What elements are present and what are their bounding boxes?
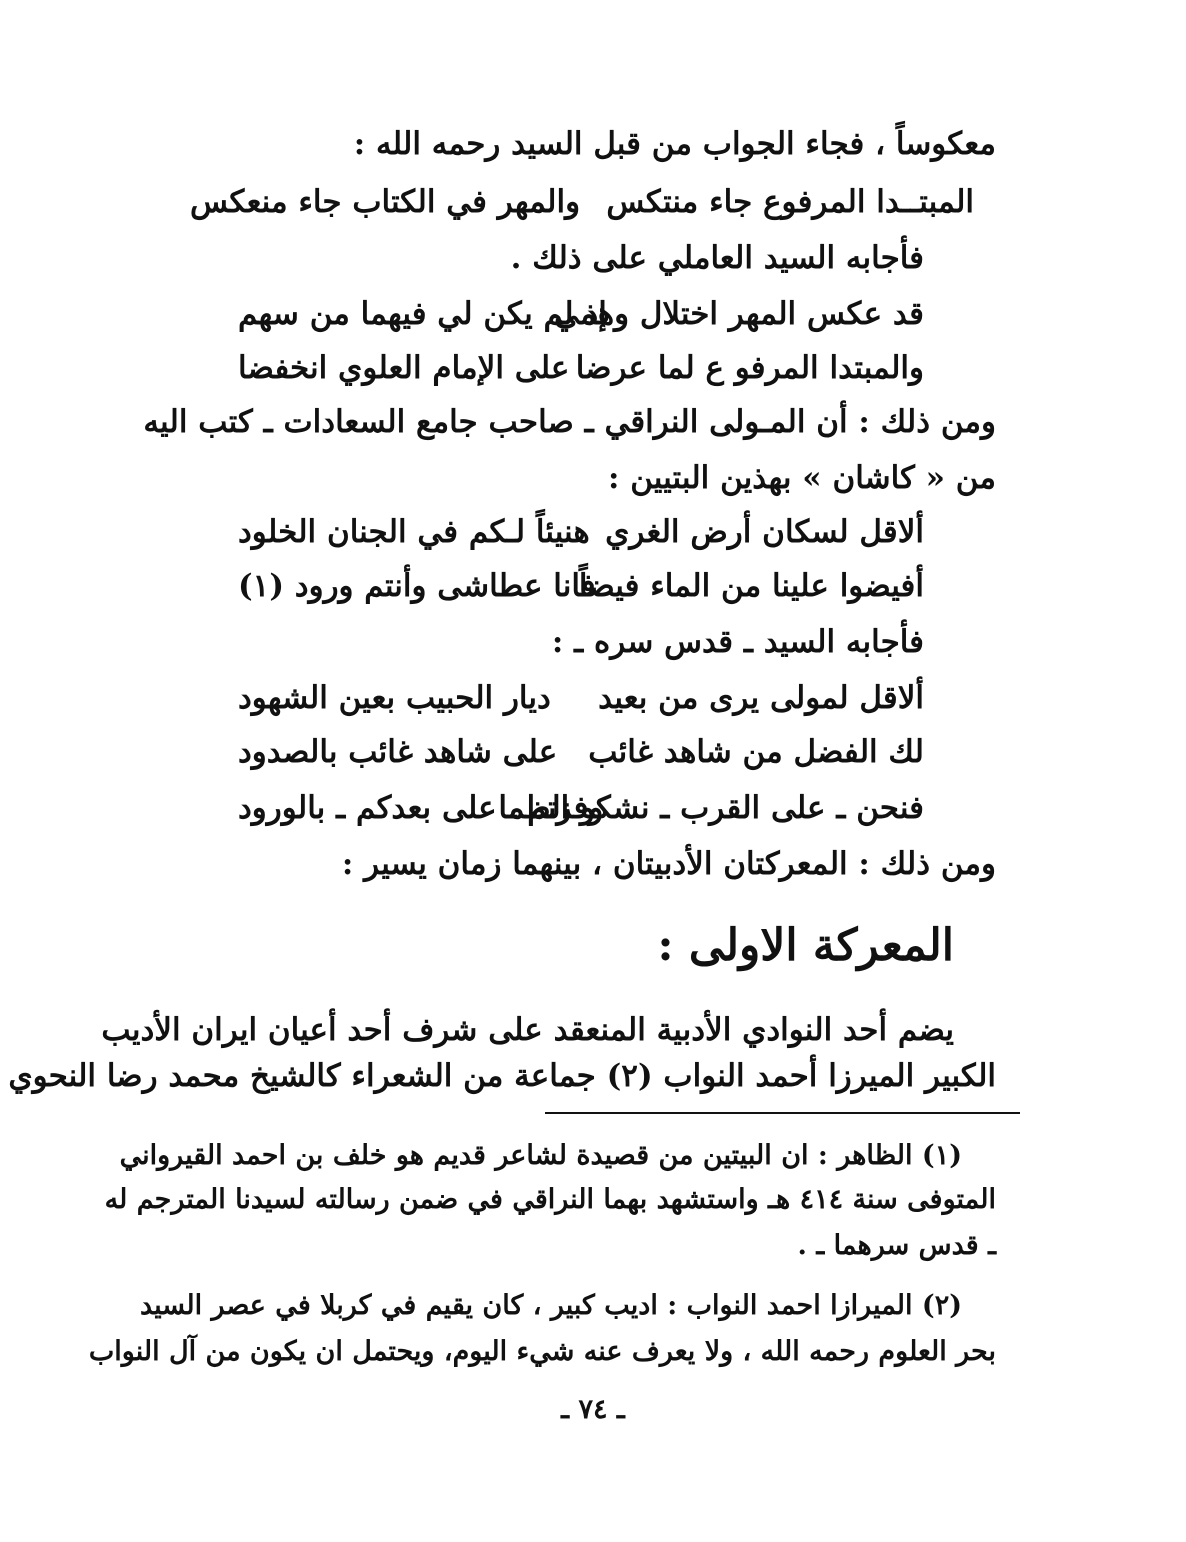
sayyid-verse-3-right: فنحن ـ على القرب ـ نشكو الظما (498, 790, 924, 826)
footnote-2-line-2: بحر العلوم رحمه الله ، ولا يعرف عنه شيء اليوم، ويحتمل ان يكون من آل النواب (88, 1336, 996, 1367)
intro-line: معكوساً ، فجاء الجواب من قبل السيد رحمه الله : (353, 126, 996, 162)
verse-1-right-hemistich: المبتــدا المرفوع جاء منتكس (606, 184, 974, 220)
footnote-1-line-2: المتوفى سنة ٤١٤ هـ واستشهد بهما النراقي في ضمن رسالته لسيدنا المترجم له (104, 1184, 996, 1215)
footnote-divider (545, 1112, 1020, 1114)
section-heading: المعركة الاولى : (657, 920, 954, 971)
sayyid-verse-1-left: ديار الحبيب بعين الشهود (238, 680, 551, 716)
reply-2-line: فأجابه السيد ـ قدس سره ـ : (551, 624, 924, 660)
naraqi-verse-1-left: هنيئاً لـكم في الجنان الخلود (238, 514, 590, 550)
reply-1-verse-2-left: على الإمام العلوي انخفضا (238, 350, 570, 386)
sayyid-verse-1-right: ألاقل لمولى يرى من بعيد (598, 680, 924, 716)
naraqi-verse-1-right: ألاقل لسكان أرض الغري (605, 514, 924, 550)
section-line-2: الكبير الميرزا أحمد النواب (٢) جماعة من الشعراء كالشيخ محمد رضا النحوي (8, 1058, 996, 1094)
story-3-line: ومن ذلك : المعركتان الأدبيتان ، بينهما زمان يسير : (341, 846, 996, 882)
page-number: ـ ٧٤ ـ (561, 1394, 625, 1425)
sayyid-verse-2-left: على شاهد غائب بالصدود (238, 734, 558, 770)
verse-1-left-hemistich: والمهر في الكتاب جاء منعكس (190, 184, 581, 220)
reply-1-verse-1-left: إذ لم يكن لي فيهما من سهم (238, 296, 607, 332)
naraqi-verse-2-left: فانا عطاشى وأنتم ورود (١) (238, 568, 596, 604)
reply-1-verse-2-right: والمبتدا المرفو ع لما عرضا (575, 350, 924, 386)
footnote-1-line-1: (١) الظاهر : ان البيتين من قصيدة لشاعر قديم هو خلف بن احمد القيرواني (119, 1140, 962, 1171)
story-2-line-2: من « كاشان » بهذين البتيين : (607, 460, 996, 496)
footnote-1-line-3: ـ قدس سرهما ـ . (797, 1230, 996, 1261)
story-2-line-1: ومن ذلك : أن المـولى النراقي ـ صاحب جامع السعادات ـ كتب اليه (143, 404, 996, 440)
reply-1-verse-1-right: قد عكس المهر اختلال وهمي (553, 296, 924, 332)
sayyid-verse-2-right: لك الفضل من شاهد غائب (588, 734, 924, 770)
reply-1-line: فأجابه السيد العاملي على ذلك . (510, 240, 924, 276)
footnote-2-line-1: (٢) الميرازا احمد النواب : اديب كبير ، كان يقيم في كربلا في عصر السيد (139, 1290, 962, 1321)
naraqi-verse-2-right: أفيضوا علينا من الماء فيضاً (578, 568, 924, 604)
section-line-1: يضم أحد النوادي الأدبية المنعقد على شرف أحد أعيان ايران الأديب (101, 1012, 954, 1048)
sayyid-verse-3-left: وفزتم ـ على بعدكم ـ بالورود (238, 790, 604, 826)
